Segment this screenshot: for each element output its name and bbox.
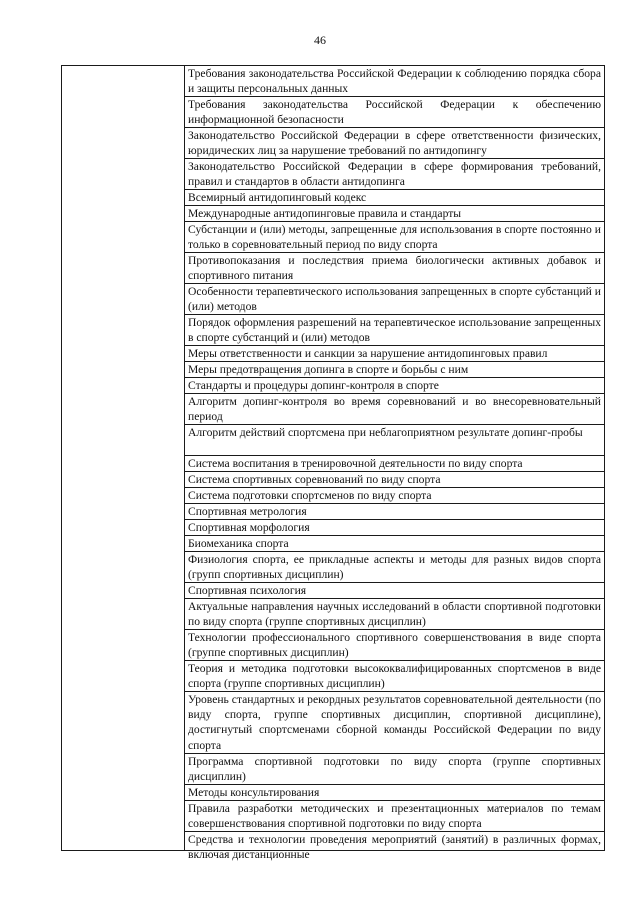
table-row: Меры ответственности и санкции за нарушение антидопинговых правил xyxy=(185,346,604,362)
table-row: Противопоказания и последствия приема биологически активных добавок и спортивного питания xyxy=(185,253,604,284)
table-row: Алгоритм действий спортсмена при неблагоприятном результате допинг-пробы xyxy=(185,425,604,456)
table-row: Субстанции и (или) методы, запрещенные для использования в спорте постоянно и только в соревновательный период по виду спорта xyxy=(185,222,604,253)
table-content-column xyxy=(185,66,604,862)
requirements-table xyxy=(61,65,605,862)
table-row: Спортивная психология xyxy=(185,583,604,599)
table-row: Методы консультирования xyxy=(185,785,604,801)
table-row: Международные антидопинговые правила и стандарты xyxy=(185,206,604,222)
table-row: Уровень стандартных и рекордных результатов соревновательной деятельности (по виду спорта, группе спортивных дисциплин, спортивной дисциплине), достигнутый спортсменами сборной команды Российской Федерации по виду спорта xyxy=(185,692,604,754)
table-row: Особенности терапевтического использования запрещенных в спорте субстанций и (или) методов xyxy=(185,284,604,315)
table-row: Система спортивных соревнований по виду спорта xyxy=(185,472,604,488)
table-row: Алгоритм допинг-контроля во время соревнований и во внесоревновательный период xyxy=(185,394,604,425)
table-row: Технологии профессионального спортивного совершенствования в виде спорта (группе спортивных дисциплин) xyxy=(185,630,604,661)
page-number: 46 xyxy=(314,33,326,47)
table-row: Порядок оформления разрешений на терапевтическое использование запрещенных в спорте субстанций и (или) методов xyxy=(185,315,604,346)
table-row: Теория и методика подготовки высококвалифицированных спортсменов в виде спорта (группе спортивных дисциплин) xyxy=(185,661,604,692)
table-row: Меры предотвращения допинга в спорте и борьбы с ним xyxy=(185,362,604,378)
table-row: Стандарты и процедуры допинг-контроля в спорте xyxy=(185,378,604,394)
table-row: Система воспитания в тренировочной деятельности по виду спорта xyxy=(185,456,604,472)
table-row: Законодательство Российской Федерации в сфере формирования требований, правил и стандартов в области антидопинга xyxy=(185,159,604,190)
table-row: Спортивная морфология xyxy=(185,520,604,536)
table-row: Актуальные направления научных исследований в области спортивной подготовки по виду спорта (группе спортивных дисциплин) xyxy=(185,599,604,630)
table-row: Программа спортивной подготовки по виду спорта (группе спортивных дисциплин) xyxy=(185,754,604,785)
table-row: Спортивная метрология xyxy=(185,504,604,520)
table-row: Требования законодательства Российской Федерации к соблюдению порядка сбора и защиты персональных данных xyxy=(185,66,604,97)
table-row: Система подготовки спортсменов по виду спорта xyxy=(185,488,604,504)
table-row: Правила разработки методических и презентационных материалов по темам совершенствования спортивной подготовки по виду спорта xyxy=(185,801,604,832)
table-row: Средства и технологии проведения мероприятий (занятий) в различных формах, включая дистанционные xyxy=(188,833,601,862)
table-row: Биомеханика спорта xyxy=(185,536,604,552)
table-row: Требования законодательства Российской Федерации к обеспечению информационной безопасности xyxy=(185,97,604,128)
table-label-column xyxy=(62,66,185,850)
table-row: Всемирный антидопинговый кодекс xyxy=(185,190,604,206)
table-row: Физиология спорта, ее прикладные аспекты и методы для разных видов спорта (групп спортивных дисциплин) xyxy=(185,552,604,583)
table-row: Законодательство Российской Федерации в сфере ответственности физических, юридических лиц за нарушение требований по антидопингу xyxy=(185,128,604,159)
